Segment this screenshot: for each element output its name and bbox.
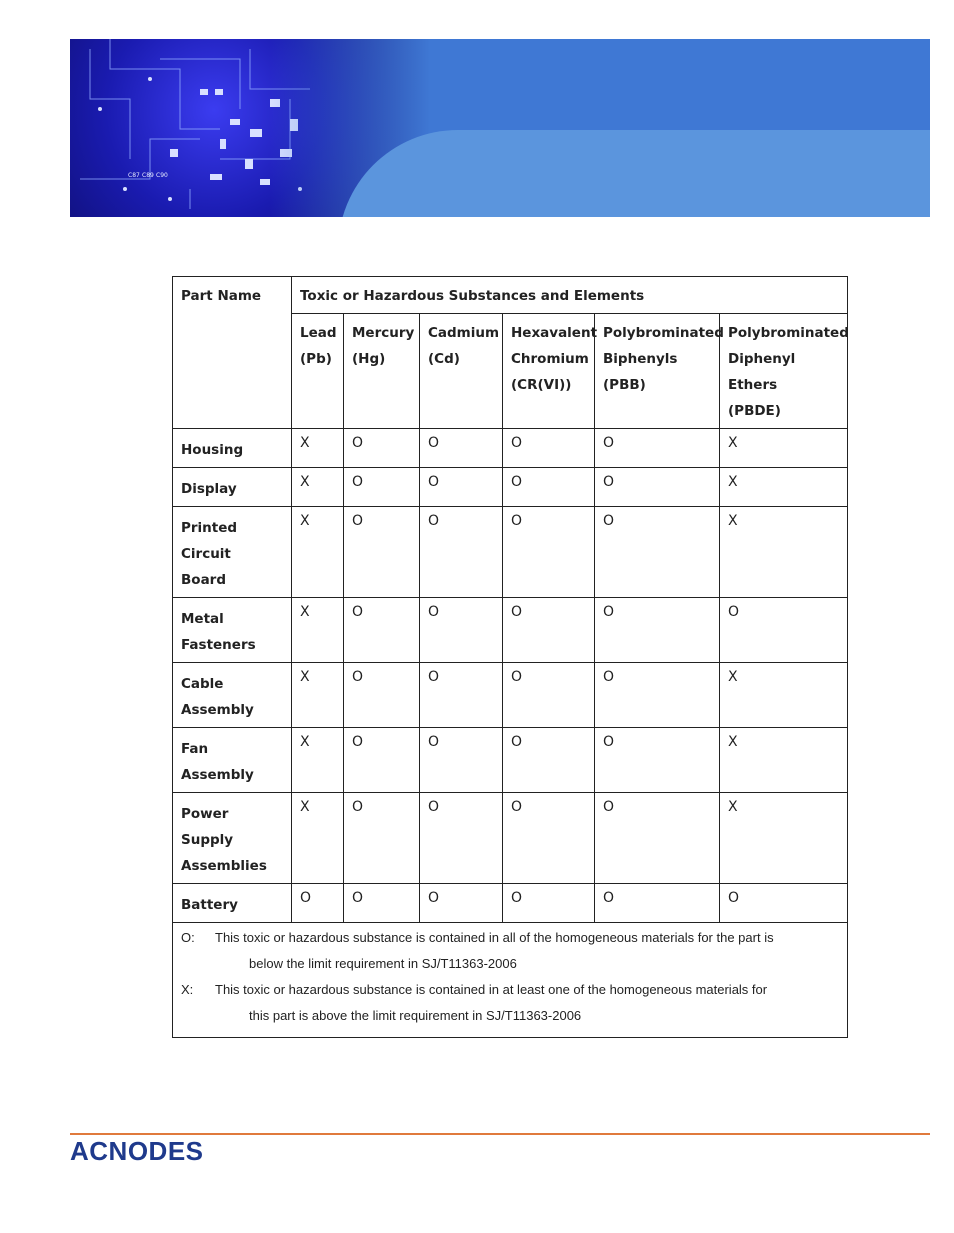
substance-mark-cell: O [344,793,420,884]
part-name-line: Metal [181,611,224,627]
part-name-line: Housing [181,442,244,458]
column-header-line: Hexavalent [511,325,598,341]
substance-mark-cell: O [595,793,720,884]
substance-mark-cell: O [720,598,848,663]
header-curve [338,130,930,217]
substance-column-header [292,314,344,429]
hazardous-substances-table [172,276,848,1038]
table-row [173,429,848,468]
rohs-table-container [172,276,847,1038]
substance-mark-cell: O [503,507,595,598]
substance-mark-cell: O [344,728,420,793]
substance-mark-cell: X [292,429,344,468]
column-header-line: Lead [300,325,337,341]
substance-mark-cell: X [720,793,848,884]
substance-mark-cell: O [420,884,503,923]
part-name-cell [173,429,292,468]
substance-mark-cell: X [292,468,344,507]
substance-mark-cell: O [420,663,503,728]
substance-mark-cell: O [595,884,720,923]
substance-mark-cell: O [595,728,720,793]
substance-mark-cell: X [720,507,848,598]
part-name-cell [173,598,292,663]
part-name-line: Printed Circuit [181,520,238,562]
note-text: This toxic or hazardous substance is contained in at least one of the homogeneous materials for [215,982,768,997]
part-name-line: Board [181,572,226,588]
column-header-line: Cadmium [428,325,500,341]
substance-mark-cell: O [344,507,420,598]
substance-mark-cell: O [420,728,503,793]
part-name-cell [173,728,292,793]
note-continuation: this part is above the limit requirement in SJ/T11363-2006 [249,1008,582,1023]
substance-column-header [595,314,724,429]
part-name-cell [173,793,292,884]
table-row [173,468,848,507]
substance-mark-cell: O [344,884,420,923]
substance-mark-cell: O [595,598,720,663]
column-header-line: Biphenyls [603,351,678,367]
table-row [173,663,848,728]
substance-mark-cell: O [503,429,595,468]
column-header-line: (PBB) [603,377,646,393]
substance-column-header [344,314,420,429]
acnodes-logo [70,1136,204,1166]
substance-mark-cell: X [292,598,344,663]
part-name-line: Assemblies [181,858,267,874]
substance-mark-cell: X [292,507,344,598]
substance-mark-cell: O [420,598,503,663]
substance-mark-cell: X [720,468,848,507]
part-name-cell [173,468,292,507]
substance-mark-cell: O [503,663,595,728]
substance-column-header [720,314,848,429]
substance-mark-cell: O [420,793,503,884]
substance-mark-cell: O [344,663,420,728]
part-name-line: Power Supply [181,806,234,848]
note-line [181,925,839,951]
column-header-line: Chromium [511,351,589,367]
substance-mark-cell: O [420,429,503,468]
substance-mark-cell: O [420,468,503,507]
part-name-cell [173,663,292,728]
table-row [173,793,848,884]
note-continuation: below the limit requirement in SJ/T11363-2006 [249,956,517,971]
circuit-label: C89 [142,172,154,179]
substance-column-header [420,314,503,429]
circuit-label: C87 [128,172,140,179]
column-header-line: Diphenyl [728,351,796,367]
column-header-line: (Pb) [300,351,332,367]
substance-mark-cell: X [292,793,344,884]
substance-mark-cell: O [503,728,595,793]
substance-mark-cell: O [720,884,848,923]
part-name-header: Part Name [173,277,292,429]
column-header-line: Polybrominated [603,325,724,341]
substance-mark-cell: O [503,468,595,507]
substance-mark-cell: O [344,598,420,663]
substance-mark-cell: O [595,429,720,468]
logo-text: ACNODES [70,1136,204,1166]
part-name-line: Display [181,481,237,497]
part-name-cell [173,884,292,923]
note-line [181,977,839,1003]
column-header-line: (CR(VI)) [511,377,572,393]
column-header-line: Mercury [352,325,415,341]
substance-mark-cell: O [344,429,420,468]
substance-column-header [503,314,598,429]
table-row [173,507,848,598]
column-header-line: (Cd) [428,351,460,367]
part-name-line: Fan Assembly [181,741,254,783]
substance-mark-cell: O [344,468,420,507]
substance-mark-cell: O [292,884,344,923]
substance-mark-cell: O [503,598,595,663]
substance-mark-cell: O [595,507,720,598]
part-name-cell [173,507,292,598]
substances-group-header: Toxic or Hazardous Substances and Elements [292,277,848,314]
note-key: O: [181,930,195,945]
part-name-line: Fasteners [181,637,256,653]
substance-mark-cell: X [292,663,344,728]
legend-notes [173,923,848,1038]
column-header-line: Ethers [728,377,778,393]
substance-mark-cell: X [720,429,848,468]
column-header-line: Polybrominated [728,325,849,341]
substance-mark-cell: O [420,507,503,598]
part-name-line: Cable [181,676,224,692]
part-name-line: Battery [181,897,238,913]
substance-mark-cell: X [720,663,848,728]
part-name-line: Assembly [181,702,254,718]
table-row [173,728,848,793]
footer-divider [70,1133,930,1135]
substance-mark-cell: O [503,793,595,884]
table-row [173,598,848,663]
notes-row [173,923,848,1038]
column-header-line: (Hg) [352,351,386,367]
substance-mark-cell: O [595,468,720,507]
substance-mark-cell: O [503,884,595,923]
circuit-label: C90 [156,172,168,179]
column-header-line: (PBDE) [728,403,781,419]
substance-mark-cell: O [595,663,720,728]
substance-mark-cell: X [292,728,344,793]
note-key: X: [181,982,194,997]
table-row [173,884,848,923]
note-text: This toxic or hazardous substance is contained in all of the homogeneous materials for the part is [215,930,774,945]
substance-mark-cell: X [720,728,848,793]
header-banner [70,39,930,217]
